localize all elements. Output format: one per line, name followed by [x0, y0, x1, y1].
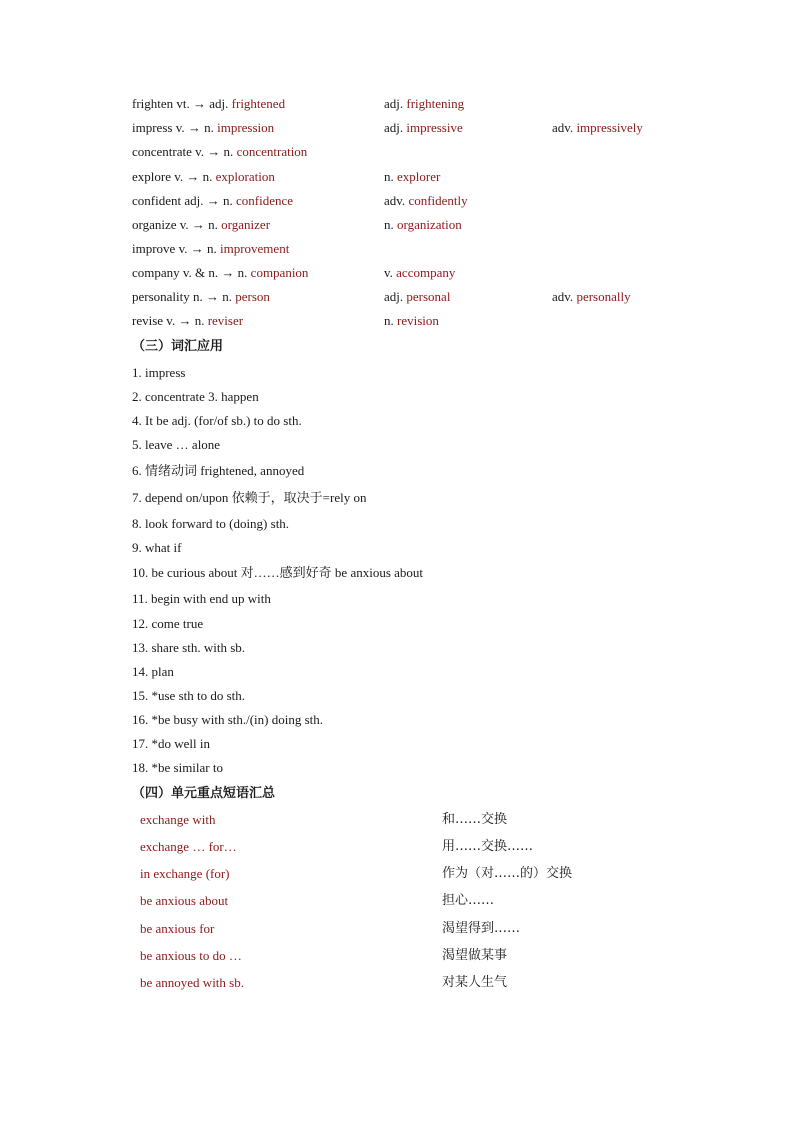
word-form-row [0, 239, 794, 259]
list-item: 13. share sth. with sb. [132, 640, 246, 655]
word-form-col3: adv. personally [552, 289, 631, 304]
section4-heading: （四）单元重点短语汇总 [132, 786, 276, 801]
list-item: 7. depend on/upon 依赖于，取决于=rely on [132, 490, 367, 505]
list-item: 18. *be similar to [132, 760, 223, 775]
word-form-row [0, 263, 794, 283]
word-form-col2: adj. personal [384, 289, 451, 304]
word-form-col1: improve v. → n. improvement [132, 241, 290, 256]
phrase-cn: 作为（对……的）交换 [442, 866, 573, 881]
phrase-en: be anxious about [140, 893, 229, 908]
word-form-col2: n. revision [384, 313, 439, 328]
phrase-en: be anxious to do … [140, 948, 242, 963]
word-form-col1: organize v. → n. organizer [132, 217, 271, 232]
word-form-col1: concentrate v. → n. concentration [132, 144, 308, 159]
list-item: 12. come true [132, 616, 204, 631]
word-form-col1: frighten vt. → adj. frightened [132, 96, 286, 111]
phrase-cn: 对某人生气 [442, 975, 508, 990]
phrase-cn: 和……交换 [442, 812, 508, 827]
word-form-col1: explore v. → n. exploration [132, 169, 275, 184]
word-form-col2: adj. frightening [384, 96, 465, 111]
list-item: 6. 情绪动词 frightened, annoyed [132, 463, 305, 478]
list-item: 14. plan [132, 664, 174, 679]
word-form-col2: v. accompany [384, 265, 456, 280]
list-item: 15. *use sth to do sth. [132, 688, 246, 703]
list-item: 1. impress [132, 365, 186, 380]
section3-heading: （三）词汇应用 [132, 339, 224, 354]
word-form-col2: n. explorer [384, 169, 441, 184]
word-form-col1: impress v. → n. impression [132, 120, 275, 135]
word-form-row [0, 311, 794, 331]
list-item: 5. leave … alone [132, 437, 221, 452]
list-item: 8. look forward to (doing) sth. [132, 516, 290, 531]
word-form-row [0, 191, 794, 211]
phrase-en: in exchange (for) [140, 866, 230, 881]
list-item: 10. be curious about 对……感到好奇 be anxious about [132, 565, 424, 580]
phrase-en: be anxious for [140, 921, 215, 936]
word-form-col1: personality n. → n. person [132, 289, 270, 304]
phrase-cn: 担心…… [442, 893, 495, 908]
phrase-en: exchange … for… [140, 839, 237, 854]
list-item: 17. *do well in [132, 736, 210, 751]
word-form-row [0, 167, 794, 187]
phrase-en: exchange with [140, 812, 216, 827]
list-item: 2. concentrate 3. happen [132, 389, 259, 404]
word-form-col1: company v. & n. → n. companion [132, 265, 309, 280]
word-form-row [0, 287, 794, 307]
word-form-row [0, 215, 794, 235]
word-form-col1: confident adj. → n. confidence [132, 193, 294, 208]
list-item: 16. *be busy with sth./(in) doing sth. [132, 712, 324, 727]
word-form-row [0, 118, 794, 138]
phrase-cn: 渴望做某事 [442, 948, 508, 963]
word-form-row [0, 142, 794, 162]
word-form-col1: revise v. → n. reviser [132, 313, 244, 328]
word-form-col2: adj. impressive [384, 120, 463, 135]
list-item: 11. begin with end up with [132, 591, 271, 606]
phrase-cn: 用……交换…… [442, 839, 534, 854]
word-form-col2: n. organization [384, 217, 462, 232]
phrase-en: be annoyed with sb. [140, 975, 244, 990]
list-item: 9. what if [132, 540, 182, 555]
word-form-row [0, 94, 794, 114]
word-form-col2: adv. confidently [384, 193, 468, 208]
list-item: 4. It be adj. (for/of sb.) to do sth. [132, 413, 302, 428]
phrase-cn: 渴望得到…… [442, 921, 521, 936]
word-form-col3: adv. impressively [552, 120, 643, 135]
